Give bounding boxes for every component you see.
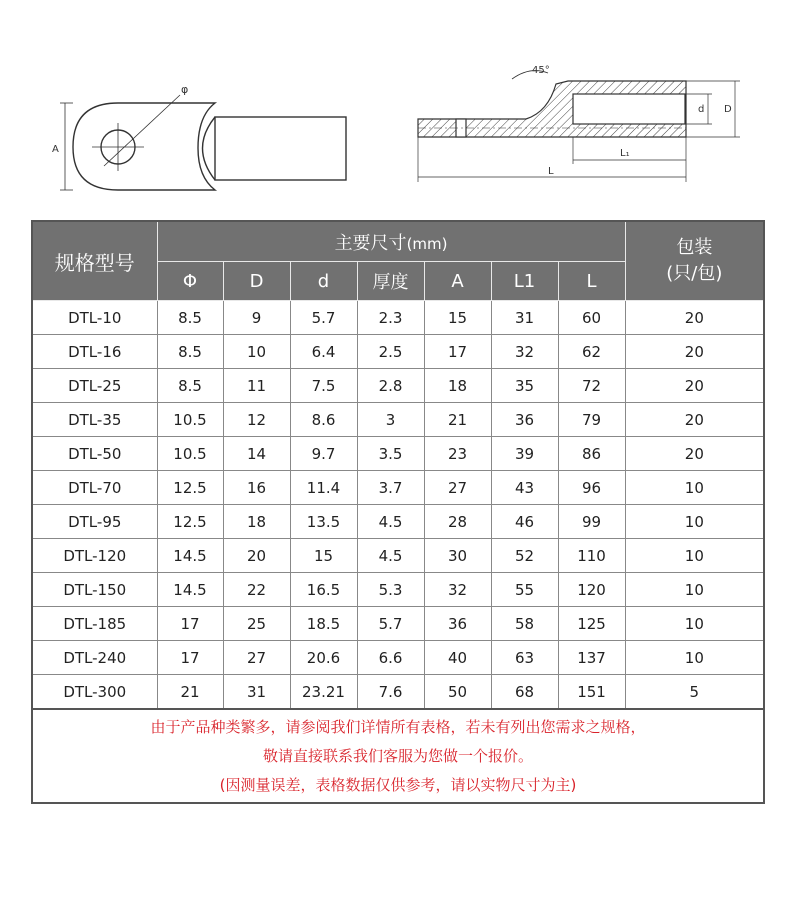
- cell-packaging: 20: [625, 335, 764, 369]
- technical-drawing: [0, 0, 790, 215]
- unit-label: (mm): [406, 234, 448, 253]
- cell-phi: 8.5: [157, 369, 223, 403]
- note-line-3: (因测量误差，表格数据仅供参考，请以实物尺寸为主): [219, 775, 577, 794]
- table-row: [32, 607, 764, 641]
- cell-packaging: 10: [625, 641, 764, 675]
- table-row: [32, 641, 764, 675]
- cell-thickness: 3: [357, 403, 424, 437]
- cell-d-inner: 11.4: [290, 471, 357, 505]
- cell-l: 79: [558, 403, 625, 437]
- cell-d-inner: 5.7: [290, 301, 357, 335]
- cell-thickness: 2.5: [357, 335, 424, 369]
- cell-l: 120: [558, 573, 625, 607]
- cell-thickness: 5.3: [357, 573, 424, 607]
- cell-phi: 17: [157, 641, 223, 675]
- column-header-l1: L1: [491, 262, 558, 301]
- cell-l: 96: [558, 471, 625, 505]
- cell-l1: 39: [491, 437, 558, 471]
- cell-a: 27: [424, 471, 491, 505]
- cell-d-outer: 20: [223, 539, 290, 573]
- column-header-d-outer: D: [223, 262, 290, 301]
- cell-d-outer: 27: [223, 641, 290, 675]
- cell-packaging: 20: [625, 369, 764, 403]
- main-dimensions-header: [157, 221, 625, 262]
- cell-model: DTL-150: [32, 573, 157, 607]
- cell-l: 99: [558, 505, 625, 539]
- cell-l1: 58: [491, 607, 558, 641]
- cell-d-inner: 9.7: [290, 437, 357, 471]
- cell-d-inner: 23.21: [290, 675, 357, 710]
- cell-a: 23: [424, 437, 491, 471]
- cell-d-outer: 31: [223, 675, 290, 710]
- cell-l1: 43: [491, 471, 558, 505]
- cell-d-outer: 22: [223, 573, 290, 607]
- cell-l: 86: [558, 437, 625, 471]
- cell-l: 110: [558, 539, 625, 573]
- cell-a: 50: [424, 675, 491, 710]
- cell-d-outer: 9: [223, 301, 290, 335]
- cell-a: 32: [424, 573, 491, 607]
- cell-l1: 46: [491, 505, 558, 539]
- table-row: [32, 675, 764, 710]
- table-row: [32, 505, 764, 539]
- cell-phi: 10.5: [157, 437, 223, 471]
- cell-l1: 55: [491, 573, 558, 607]
- note-line-1: 由于产品种类繁多，请参阅我们详情所有表格，若未有列出您需求之规格，: [150, 717, 646, 736]
- cell-d-outer: 16: [223, 471, 290, 505]
- cell-phi: 12.5: [157, 505, 223, 539]
- cell-a: 36: [424, 607, 491, 641]
- cell-model: DTL-120: [32, 539, 157, 573]
- cell-packaging: 10: [625, 573, 764, 607]
- cell-l1: 68: [491, 675, 558, 710]
- cell-a: 17: [424, 335, 491, 369]
- cell-l: 60: [558, 301, 625, 335]
- cell-a: 15: [424, 301, 491, 335]
- cell-phi: 10.5: [157, 403, 223, 437]
- table-row: [32, 471, 764, 505]
- column-header-d-inner: d: [290, 262, 357, 301]
- cell-d-inner: 13.5: [290, 505, 357, 539]
- cell-l: 125: [558, 607, 625, 641]
- table-row: [32, 539, 764, 573]
- cell-packaging: 10: [625, 505, 764, 539]
- table-row: [32, 369, 764, 403]
- cell-d-outer: 14: [223, 437, 290, 471]
- cell-thickness: 4.5: [357, 505, 424, 539]
- cell-l: 72: [558, 369, 625, 403]
- cell-packaging: 20: [625, 437, 764, 471]
- cell-thickness: 3.5: [357, 437, 424, 471]
- cell-d-inner: 18.5: [290, 607, 357, 641]
- cell-d-inner: 16.5: [290, 573, 357, 607]
- cell-packaging: 10: [625, 539, 764, 573]
- cell-l: 151: [558, 675, 625, 710]
- column-header-thickness: 厚度: [357, 262, 424, 301]
- cell-a: 28: [424, 505, 491, 539]
- cell-model: DTL-50: [32, 437, 157, 471]
- cell-a: 21: [424, 403, 491, 437]
- cell-phi: 12.5: [157, 471, 223, 505]
- packaging-header: [625, 221, 764, 301]
- lug-top-view: [60, 95, 346, 190]
- column-header-l: L: [558, 262, 625, 301]
- cell-d-outer: 18: [223, 505, 290, 539]
- cell-l1: 32: [491, 335, 558, 369]
- cell-d-outer: 11: [223, 369, 290, 403]
- cell-d-outer: 25: [223, 607, 290, 641]
- cell-model: DTL-95: [32, 505, 157, 539]
- model-header: 规格型号: [32, 221, 157, 301]
- cell-a: 30: [424, 539, 491, 573]
- cell-d-inner: 20.6: [290, 641, 357, 675]
- cell-thickness: 7.6: [357, 675, 424, 710]
- l-dimension-label: L: [548, 166, 554, 177]
- notes-cell: [32, 709, 764, 803]
- cell-d-inner: 8.6: [290, 403, 357, 437]
- l1-dimension-label: L₁: [620, 148, 630, 159]
- cell-packaging: 10: [625, 471, 764, 505]
- packaging-label: 包装: [676, 237, 713, 258]
- table-row: [32, 301, 764, 335]
- cell-d-outer: 12: [223, 403, 290, 437]
- cell-l1: 63: [491, 641, 558, 675]
- note-line-2: 敬请直接联系我们客服为您做一个报价。: [263, 746, 534, 765]
- cell-d-inner: 6.4: [290, 335, 357, 369]
- cell-phi: 8.5: [157, 301, 223, 335]
- cell-l1: 35: [491, 369, 558, 403]
- cell-model: DTL-35: [32, 403, 157, 437]
- cell-d-inner: 15: [290, 539, 357, 573]
- cell-thickness: 6.6: [357, 641, 424, 675]
- cell-thickness: 2.3: [357, 301, 424, 335]
- phi-label: φ: [181, 83, 189, 96]
- d-dimension-label: d: [698, 104, 705, 115]
- cell-l: 137: [558, 641, 625, 675]
- cell-phi: 8.5: [157, 335, 223, 369]
- notes-row: [32, 709, 764, 803]
- table-row: [32, 335, 764, 369]
- lug-side-view: [418, 71, 740, 182]
- cell-d-inner: 7.5: [290, 369, 357, 403]
- cell-model: DTL-16: [32, 335, 157, 369]
- cell-model: DTL-10: [32, 301, 157, 335]
- cell-model: DTL-25: [32, 369, 157, 403]
- cell-phi: 17: [157, 607, 223, 641]
- cell-thickness: 4.5: [357, 539, 424, 573]
- cell-packaging: 10: [625, 607, 764, 641]
- angle-label: 45°: [532, 65, 550, 76]
- cell-l: 62: [558, 335, 625, 369]
- cell-phi: 14.5: [157, 573, 223, 607]
- table-row: [32, 403, 764, 437]
- cell-phi: 14.5: [157, 539, 223, 573]
- column-header-phi: Φ: [157, 262, 223, 301]
- cell-packaging: 5: [625, 675, 764, 710]
- cell-thickness: 3.7: [357, 471, 424, 505]
- cell-a: 40: [424, 641, 491, 675]
- cell-thickness: 5.7: [357, 607, 424, 641]
- a-dimension-label: A: [52, 144, 59, 155]
- packaging-unit-label: (只/包): [666, 263, 723, 284]
- cell-thickness: 2.8: [357, 369, 424, 403]
- cell-packaging: 20: [625, 403, 764, 437]
- spec-table: [31, 220, 765, 804]
- cell-l1: 36: [491, 403, 558, 437]
- cell-model: DTL-300: [32, 675, 157, 710]
- main-dimensions-label: 主要尺寸: [334, 232, 407, 254]
- cell-model: DTL-185: [32, 607, 157, 641]
- cell-model: DTL-70: [32, 471, 157, 505]
- cell-packaging: 20: [625, 301, 764, 335]
- table-row: [32, 573, 764, 607]
- column-header-a: A: [424, 262, 491, 301]
- big-d-dimension-label: D: [724, 104, 732, 115]
- cell-l1: 31: [491, 301, 558, 335]
- cell-d-outer: 10: [223, 335, 290, 369]
- table-row: [32, 437, 764, 471]
- cell-phi: 21: [157, 675, 223, 710]
- cell-a: 18: [424, 369, 491, 403]
- cell-model: DTL-240: [32, 641, 157, 675]
- cell-l1: 52: [491, 539, 558, 573]
